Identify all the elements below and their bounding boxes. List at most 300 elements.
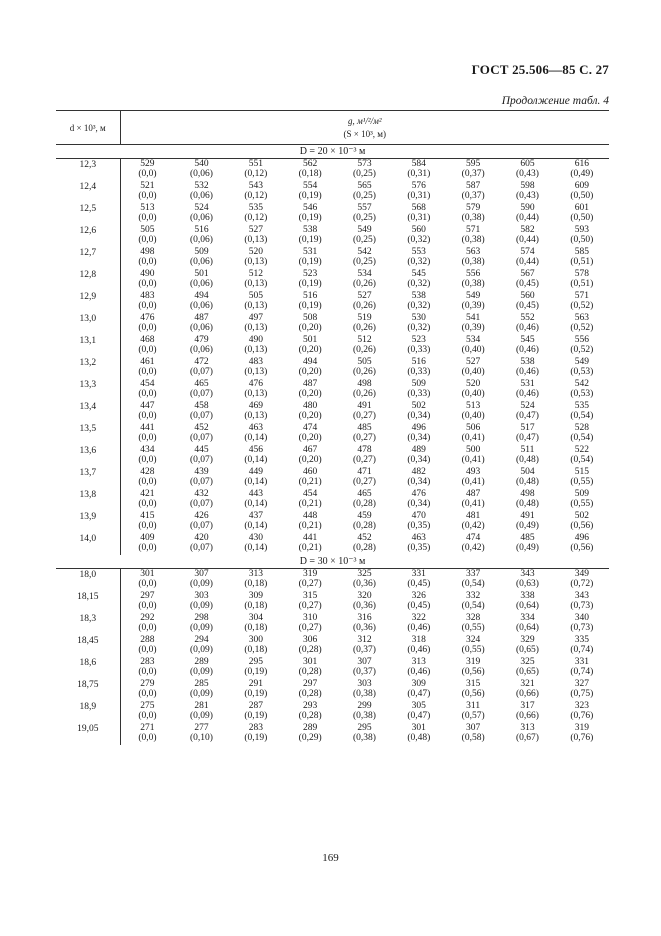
s-value: (0,45) <box>407 579 431 589</box>
value-cell <box>120 291 174 313</box>
g-value: 517 <box>520 423 535 433</box>
s-value: (0,39) <box>461 323 485 333</box>
g-value: 529 <box>140 159 155 169</box>
s-value: (0,14) <box>244 521 268 531</box>
value-cell <box>283 247 337 269</box>
g-value: 556 <box>466 269 481 279</box>
value-cell <box>446 489 500 511</box>
s-value: (0,52) <box>570 301 594 311</box>
value-cell <box>337 313 391 335</box>
s-value: (0,09) <box>190 667 213 677</box>
g-value: 465 <box>357 489 372 499</box>
value-cell <box>446 533 500 555</box>
value-cell <box>392 511 446 533</box>
d-value: 13,0 <box>79 314 97 324</box>
g-value: 318 <box>411 635 426 645</box>
s-value: (0,47) <box>515 433 539 443</box>
g-value: 601 <box>574 203 589 213</box>
value-cell <box>500 181 554 203</box>
g-value: 541 <box>466 313 481 323</box>
g-value: 549 <box>357 225 372 235</box>
s-value: (0,0) <box>138 433 157 443</box>
s-value: (0,09) <box>190 623 213 633</box>
value-cell <box>229 225 283 247</box>
g-value: 463 <box>248 423 263 433</box>
value-cell <box>229 247 283 269</box>
s-value: (0,44) <box>515 235 539 245</box>
g-value: 460 <box>303 467 318 477</box>
s-value: (0,0) <box>138 499 157 509</box>
g-value: 325 <box>357 569 372 579</box>
g-value: 567 <box>520 269 535 279</box>
g-value: 498 <box>140 247 155 257</box>
g-value: 434 <box>140 445 155 455</box>
g-value: 474 <box>466 533 481 543</box>
s-value: (0,06) <box>190 301 213 311</box>
s-value: (0,0) <box>138 579 157 589</box>
g-value: 343 <box>520 569 535 579</box>
s-value: (0,12) <box>244 191 268 201</box>
s-value: (0,28) <box>298 711 322 721</box>
value-cell <box>174 569 228 592</box>
g-value: 579 <box>466 203 481 213</box>
s-value: (0,0) <box>138 257 157 267</box>
value-cell <box>283 423 337 445</box>
table-header-row <box>56 111 609 145</box>
table-row <box>56 489 609 511</box>
s-value: (0,25) <box>353 191 376 201</box>
value-cell <box>283 445 337 467</box>
s-value: (0,18) <box>298 169 322 179</box>
s-value: (0,40) <box>461 345 485 355</box>
s-value: (0,46) <box>515 367 539 377</box>
g-value: 516 <box>411 357 426 367</box>
d-value: 18,75 <box>77 680 99 690</box>
value-cell <box>337 291 391 313</box>
g-value: 576 <box>411 181 426 191</box>
s-value: (0,13) <box>244 411 268 421</box>
value-cell <box>392 613 446 635</box>
s-value: (0,52) <box>570 345 594 355</box>
value-cell <box>120 613 174 635</box>
value-cell <box>174 445 228 467</box>
g-value: 334 <box>520 613 535 623</box>
s-value: (0,07) <box>190 433 213 443</box>
s-value: (0,37) <box>461 191 485 201</box>
s-value: (0,72) <box>570 579 594 589</box>
s-value: (0,0) <box>138 543 157 553</box>
g-value: 509 <box>194 247 209 257</box>
value-cell <box>500 313 554 335</box>
s-value: (0,20) <box>298 455 322 465</box>
s-value: (0,48) <box>515 499 539 509</box>
s-value: (0,0) <box>138 645 157 655</box>
g-value: 315 <box>466 679 481 689</box>
s-value: (0,54) <box>461 601 485 611</box>
g-value: 454 <box>140 379 155 389</box>
value-cell <box>120 489 174 511</box>
d-value: 18,9 <box>79 702 97 712</box>
s-value: (0,42) <box>461 543 485 553</box>
value-cell <box>392 181 446 203</box>
value-cell <box>392 635 446 657</box>
g-value: 441 <box>303 533 318 543</box>
g-value: 309 <box>411 679 426 689</box>
s-value: (0,06) <box>190 345 213 355</box>
value-cell <box>392 401 446 423</box>
s-value: (0,14) <box>244 499 268 509</box>
s-value: (0,21) <box>298 477 322 487</box>
g-value: 349 <box>574 569 589 579</box>
table-row <box>56 679 609 701</box>
value-cell <box>392 291 446 313</box>
value-cell <box>229 723 283 745</box>
g-value: 512 <box>248 269 263 279</box>
value-cell <box>174 701 228 723</box>
value-cell <box>446 423 500 445</box>
g-value: 482 <box>411 467 426 477</box>
value-cell <box>446 679 500 701</box>
s-value: (0,0) <box>138 191 157 201</box>
value-cell <box>555 613 609 635</box>
value-cell <box>120 423 174 445</box>
g-value: 498 <box>357 379 372 389</box>
value-cell <box>500 613 554 635</box>
value-cell <box>120 723 174 745</box>
g-value: 474 <box>303 423 318 433</box>
s-value: (0,39) <box>461 301 485 311</box>
g-value: 283 <box>140 657 155 667</box>
value-cell <box>120 701 174 723</box>
s-value: (0,07) <box>190 477 213 487</box>
s-value: (0,66) <box>515 711 539 721</box>
s-value: (0,46) <box>407 667 431 677</box>
value-cell <box>337 569 391 592</box>
s-value: (0,0) <box>138 411 157 421</box>
g-value: 531 <box>520 379 535 389</box>
g-value: 560 <box>411 225 426 235</box>
d-value: 13,8 <box>79 490 97 500</box>
s-value: (0,65) <box>515 645 539 655</box>
s-value: (0,0) <box>138 169 157 179</box>
g-value: 312 <box>357 635 372 645</box>
g-value: 605 <box>520 159 535 169</box>
s-value: (0,19) <box>298 235 322 245</box>
g-value: 430 <box>248 533 263 543</box>
value-cell <box>283 357 337 379</box>
g-value: 545 <box>411 269 426 279</box>
value-cell <box>337 511 391 533</box>
s-value: (0,26) <box>353 301 376 311</box>
s-value: (0,09) <box>190 601 213 611</box>
s-value: (0,36) <box>353 623 376 633</box>
s-value: (0,31) <box>407 169 431 179</box>
value-cell <box>392 489 446 511</box>
s-value: (0,0) <box>138 389 157 399</box>
g-value: 472 <box>194 357 209 367</box>
s-value: (0,56) <box>461 667 485 677</box>
g-value: 321 <box>520 679 535 689</box>
value-cell <box>229 635 283 657</box>
value-cell <box>392 679 446 701</box>
table-row <box>56 247 609 269</box>
s-value: (0,54) <box>570 455 594 465</box>
g-value: 301 <box>303 657 318 667</box>
page-number: 169 <box>322 852 339 864</box>
value-cell <box>392 357 446 379</box>
value-cell <box>337 701 391 723</box>
value-cell <box>392 467 446 489</box>
value-cell <box>229 335 283 357</box>
table-row <box>56 379 609 401</box>
table-row <box>56 423 609 445</box>
value-cell <box>229 423 283 445</box>
g-value: 468 <box>140 335 155 345</box>
d-value: 12,5 <box>79 204 97 214</box>
s-value: (0,0) <box>138 367 157 377</box>
value-cell <box>555 533 609 555</box>
g-value: 301 <box>140 569 155 579</box>
g-value: 535 <box>248 203 263 213</box>
s-value: (0,0) <box>138 213 157 223</box>
g-value: 515 <box>574 467 589 477</box>
value-cell <box>229 467 283 489</box>
s-value: (0,13) <box>244 279 268 289</box>
value-cell <box>392 313 446 335</box>
table-row <box>56 613 609 635</box>
g-value: 316 <box>357 613 372 623</box>
value-cell <box>337 467 391 489</box>
value-cell <box>120 591 174 613</box>
value-cell <box>392 723 446 745</box>
s-value: (0,64) <box>515 623 539 633</box>
value-cell <box>555 291 609 313</box>
g-value: 542 <box>574 379 589 389</box>
value-cell <box>392 701 446 723</box>
s-value: (0,56) <box>570 521 594 531</box>
g-value: 448 <box>303 511 318 521</box>
value-cell <box>120 203 174 225</box>
value-cell <box>337 657 391 679</box>
value-cell <box>392 657 446 679</box>
g-value: 415 <box>140 511 155 521</box>
s-value: (0,46) <box>407 623 431 633</box>
g-value: 439 <box>194 467 209 477</box>
value-cell <box>392 423 446 445</box>
g-value: 543 <box>248 181 263 191</box>
g-value: 494 <box>194 291 209 301</box>
g-value: 279 <box>140 679 155 689</box>
s-value: (0,27) <box>298 601 322 611</box>
value-cell <box>120 159 174 182</box>
value-cell <box>120 379 174 401</box>
s-value: (0,0) <box>138 235 157 245</box>
g-value: 289 <box>303 723 318 733</box>
value-cell <box>555 203 609 225</box>
value-cell <box>283 225 337 247</box>
value-cell <box>174 203 228 225</box>
s-value: (0,34) <box>407 411 431 421</box>
table-row <box>56 335 609 357</box>
s-value: (0,0) <box>138 711 157 721</box>
s-value: (0,41) <box>461 455 485 465</box>
s-label: (S × 10³, м) <box>343 128 386 139</box>
value-cell <box>229 613 283 635</box>
value-cell <box>500 203 554 225</box>
value-cell <box>500 269 554 291</box>
value-cell <box>174 269 228 291</box>
s-value: (0,21) <box>298 521 322 531</box>
g-value: 540 <box>194 159 209 169</box>
g-value: 552 <box>520 313 535 323</box>
value-cell <box>500 591 554 613</box>
g-value: 437 <box>248 511 263 521</box>
g-value: 578 <box>574 269 589 279</box>
s-value: (0,73) <box>570 601 594 611</box>
s-value: (0,19) <box>298 213 322 223</box>
value-cell <box>555 313 609 335</box>
d-value: 12,3 <box>79 160 97 170</box>
s-value: (0,14) <box>244 477 268 487</box>
g-value: 471 <box>357 467 372 477</box>
g-value: 420 <box>194 533 209 543</box>
table-row <box>56 225 609 247</box>
s-value: (0,06) <box>190 191 213 201</box>
g-value: 585 <box>574 247 589 257</box>
s-value: (0,38) <box>353 733 376 743</box>
g-value: 505 <box>357 357 372 367</box>
value-cell <box>337 401 391 423</box>
s-value: (0,12) <box>244 213 268 223</box>
value-cell <box>500 335 554 357</box>
g-value: 571 <box>466 225 481 235</box>
value-cell <box>283 181 337 203</box>
g-value: 335 <box>574 635 589 645</box>
value-cell <box>337 181 391 203</box>
s-value: (0,43) <box>515 191 539 201</box>
g-value: 524 <box>194 203 209 213</box>
s-value: (0,50) <box>570 235 594 245</box>
g-value: 535 <box>574 401 589 411</box>
value-cell <box>174 511 228 533</box>
value-cell <box>500 225 554 247</box>
s-value: (0,07) <box>190 411 213 421</box>
s-value: (0,18) <box>244 645 268 655</box>
value-cell <box>229 291 283 313</box>
table-row <box>56 159 609 182</box>
g-value: 479 <box>194 335 209 345</box>
value-cell <box>229 445 283 467</box>
d-value: 12,6 <box>79 226 97 236</box>
g-value: 294 <box>194 635 209 645</box>
s-value: (0,41) <box>461 499 485 509</box>
value-cell <box>555 357 609 379</box>
g-value: 530 <box>411 313 426 323</box>
d-value: 13,1 <box>79 336 97 346</box>
d-value: 18,15 <box>77 592 99 602</box>
s-value: (0,26) <box>353 367 376 377</box>
g-value: 319 <box>466 657 481 667</box>
value-cell <box>174 159 228 182</box>
value-cell <box>555 723 609 745</box>
s-value: (0,0) <box>138 477 157 487</box>
s-value: (0,0) <box>138 345 157 355</box>
value-cell <box>229 203 283 225</box>
s-value: (0,27) <box>298 579 322 589</box>
g-value: 502 <box>411 401 426 411</box>
s-value: (0,06) <box>190 213 213 223</box>
value-cell <box>283 511 337 533</box>
g-value: 494 <box>303 357 318 367</box>
s-value: (0,28) <box>298 667 322 677</box>
value-cell <box>555 379 609 401</box>
table-row <box>56 291 609 313</box>
g-value: 307 <box>194 569 209 579</box>
value-cell <box>446 591 500 613</box>
value-cell <box>555 635 609 657</box>
s-value: (0,35) <box>407 543 431 553</box>
s-value: (0,27) <box>353 455 376 465</box>
g-value: 277 <box>194 723 209 733</box>
s-value: (0,27) <box>298 623 322 633</box>
g-value: 527 <box>357 291 372 301</box>
value-cell <box>337 203 391 225</box>
g-value: 325 <box>520 657 535 667</box>
g-value: 489 <box>411 445 426 455</box>
s-value: (0,32) <box>407 235 431 245</box>
value-cell <box>283 269 337 291</box>
value-cell <box>446 511 500 533</box>
s-value: (0,34) <box>407 455 431 465</box>
s-value: (0,36) <box>353 579 376 589</box>
s-value: (0,06) <box>190 323 213 333</box>
value-cell <box>337 445 391 467</box>
g-value: 562 <box>303 159 318 169</box>
d-value: 14,0 <box>79 534 97 544</box>
s-value: (0,53) <box>570 389 594 399</box>
g-value: 326 <box>411 591 426 601</box>
value-cell <box>500 379 554 401</box>
value-cell <box>174 401 228 423</box>
s-value: (0,54) <box>461 579 485 589</box>
g-value: 313 <box>520 723 535 733</box>
value-cell <box>500 569 554 592</box>
s-value: (0,47) <box>407 689 431 699</box>
s-value: (0,14) <box>244 433 268 443</box>
value-cell <box>555 335 609 357</box>
g-value: 508 <box>303 313 318 323</box>
value-cell <box>283 313 337 335</box>
g-column-header <box>120 111 609 145</box>
value-cell <box>446 291 500 313</box>
g-value: 288 <box>140 635 155 645</box>
s-value: (0,67) <box>515 733 539 743</box>
g-value: 551 <box>248 159 263 169</box>
value-cell <box>337 269 391 291</box>
g-value: 573 <box>357 159 372 169</box>
value-cell <box>555 679 609 701</box>
g-value: 534 <box>357 269 372 279</box>
d-value: 19,05 <box>77 724 99 734</box>
g-value: 470 <box>411 511 426 521</box>
s-value: (0,33) <box>407 367 431 377</box>
s-value: (0,75) <box>570 689 594 699</box>
g-value: 511 <box>520 445 535 455</box>
g-value: 332 <box>466 591 481 601</box>
value-cell <box>337 335 391 357</box>
table-row <box>56 511 609 533</box>
value-cell <box>120 335 174 357</box>
